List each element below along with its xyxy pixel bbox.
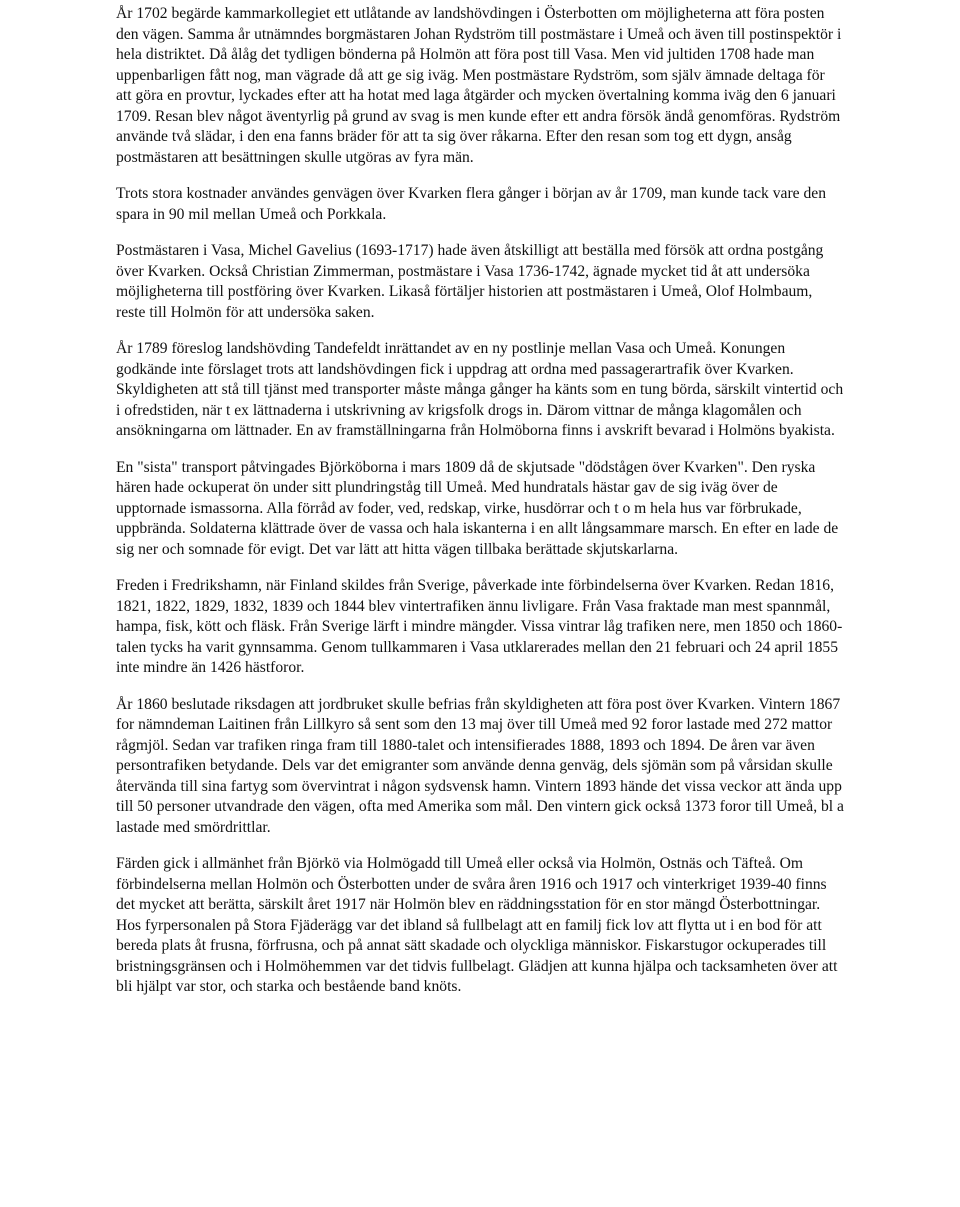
paragraph-3: Postmästaren i Vasa, Michel Gavelius (1693-1717) hade även åtskilligt att beställa med försök att ordna postgång över Kvarken. Också Christian Zimmerman, postmästare i Vasa 1736-1742, ägnade mycket tid åt att undersöka möjligheterna till postföring över Kvarken. Likaså förtäljer historien att postmästaren i Umeå, Olof Holmbaum, reste till Holmön för att undersöka saken. [116, 242, 824, 321]
paragraph-4: År 1789 föreslog landshövding Tandefeldt inrättandet av en ny postlinje mellan Vasa och Umeå. Konungen godkände inte förslaget trots att landshövdingen fick i uppdrag att ordna med passagerartrafik över Kvarken. Skyldigheten att stå till tjänst med transporter måste många gånger ha känts som en tung börda, särskilt vintertid och i ofredstiden, när t ex lättnaderna i utskrivning av krigsfolk drogs in. Därom vittnar de många klagomålen och ansökningarna om lättnader. En av framställningarna från Holmöborna finns i avskrift bevarad i Holmöns byakista. [116, 340, 844, 439]
paragraph-6: Freden i Fredrikshamn, när Finland skildes från Sverige, påverkade inte förbindelserna över Kvarken. Redan 1816, 1821, 1822, 1829, 1832, 1839 och 1844 blev vintertrafiken ännu livligare. Från Vasa fraktade man mest spannmål, hampa, fisk, kött och fläsk. Från Sverige lärft i mindre mängder. Vissa vintrar låg trafiken nere, men 1850 och 1860-talen tycks ha varit gynnsamma. Genom tullkammaren i Vasa utklarerades mellan den 21 februari och 24 april 1855 inte mindre än 1426 hästforor. [116, 577, 843, 676]
paragraph-1: År 1702 begärde kammarkollegiet ett utlåtande av landshövdingen i Österbotten om möjligheterna att föra posten den vägen. Samma år utnämndes borgmästaren Johan Rydström till postmästare i Umeå och även till postinspektör i hela distriktet. Då ålåg det tydligen bönderna på Holmön att föra post till Vasa. Men vid jultiden 1708 hade man uppenbarligen fått nog, man vägrade då att ge sig iväg. Men postmästare Rydström, som själv ämnade deltaga för att göra en provtur, lyckades efter att ha hotat med laga åtgärder och mycken övertalning komma iväg den 6 januari 1709. Resan blev något äventyrlig på grund av svag is men kunde efter ett andra försök ändå genomföras. Rydström använde två slädar, i den ena fanns bräder för att ta sig över råkarna. Efter den resan som tog ett dygn, ansåg postmästaren att besättningen skulle utgöras av fyra män. [116, 5, 842, 166]
paragraph-2: Trots stora kostnader användes genvägen över Kvarken flera gånger i början av år 1709, man kunde tack vare den spara in 90 mil mellan Umeå och Porkkala. [116, 185, 826, 223]
paragraph-8: Färden gick i allmänhet från Björkö via Holmögadd till Umeå eller också via Holmön, Ostnäs och Täfteå. Om förbindelserna mellan Holmön och Österbotten under de svåra åren 1916 och 1917 och vinterkriget 1939-40 finns det mycket att berätta, särskilt året 1917 när Holmön blev en räddningsstation för en stor mängd Österbottningar. Hos fyrpersonalen på Stora Fjäderägg var det ibland så fullbelagt att en familj fick lov att flytta ut i en bod för att bereda plats åt frusna, förfrusna, och på annat sätt skadade och olyckliga människor. Fiskarstugor ockuperades till bristningsgränsen och i Holmöhemmen var det tidvis fullbelagt. Glädjen att kunna hjälpa och tacksamheten över att bli hjälpt var stor, och starka och bestående band knöts. [116, 855, 838, 995]
paragraph-5: En "sista" transport påtvingades Björköborna i mars 1809 då de skjutsade "dödstågen över Kvarken". Den ryska hären hade ockuperat ön under sitt plundringståg till Umeå. Med hundratals hästar gav de sig iväg över de upptornade ismassorna. Alla förråd av foder, ved, redskap, virke, husdörrar och t o m hela hus var förbrukade, uppbrända. Soldaterna klättrade över de vassa och hala iskanterna i en allt långsammare marsch. En efter en lade de sig ner och somnade för evigt. Det var lätt att hitta vägen tillbaka berättade skjutskarlarna. [116, 458, 839, 558]
document-page [116, 4, 844, 998]
paragraph-7: År 1860 beslutade riksdagen att jordbruket skulle befrias från skyldigheten att föra post över Kvarken. Vintern 1867 for nämndeman Laitinen från Lillkyro så sent som den 13 maj över till Umeå med 92 foror lastade med 272 mattor rågmjöl. Sedan var trafiken ringa fram till 1880-talet och intensifierades 1888, 1893 och 1894. De åren var även persontrafiken betydande. Dels var det emigranter som använde denna genväg, dels sjömän som på vårsidan skulle återvända till sina fartyg som övervintrat i någon sydsvensk hamn. Vintern 1893 hände det vissa veckor att ända upp till 50 personer utvandrade den vägen, ofta med Amerika som mål. Den vintern gick också 1373 foror till Umeå, bl a lastade med smördrittlar. [116, 695, 844, 836]
